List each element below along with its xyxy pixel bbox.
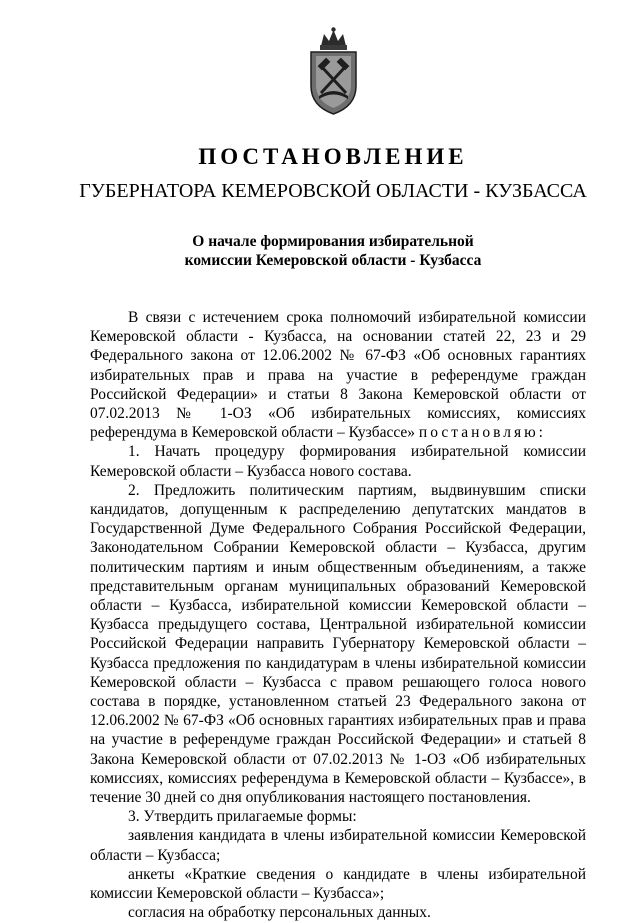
item-3-paragraph: 3. Утвердить прилагаемые формы: — [128, 808, 357, 826]
document-title — [0, 232, 640, 270]
form-2-paragraph: анкеты «Краткие сведения о кандидате в члены избирательной комиссии Кемеровской области – Кузбасса»; — [90, 865, 586, 903]
coat-of-arms-icon — [307, 26, 360, 116]
preamble-paragraph — [90, 308, 586, 442]
document-body — [90, 308, 586, 923]
form-1-paragraph: заявления кандидата в члены избирательной комиссии Кемеровской области – Кузбасса; — [90, 827, 586, 864]
issuer-heading: ГУБЕРНАТОРА КЕМЕРОВСКОЙ ОБЛАСТИ - КУЗБАССА — [79, 180, 587, 202]
item-1-paragraph: 1. Начать процедуру формирования избирательной комиссии Кемеровской области – Кузбасса нового состава. — [90, 443, 586, 480]
document-title-line-1: О начале формирования избирательной — [192, 233, 474, 250]
document-title-line-2: комиссии Кемеровской области - Кузбасса — [184, 252, 482, 269]
item-2-paragraph: 2. Предложить политическим партиям, выдвинувшим списки кандидатов, допущенным к распределению депутатских мандатов в Государственной Думе Федерального Собрания Российской Федерации, Законодательном Собрании Кемеровской области – Кузбасса, другим политическим партиям и иным общественным объединениям, а также представительным органам муниципальных образований Кемеровской области – Кузбасса, избирательной комиссии Кемеровской области – Кузбасса предыдущего состава, Центральной избирательной комиссии Российской Федерации направить Губернатору Кемеровской области – Кузбасса предложения по кандидатурам в члены избирательной комиссии Кемеровской области – Кузбасса с правом решающего голоса нового состава в порядке, установленном статьей 23 Федерального закона от 12.06.2002 № 67-ФЗ «Об основных гарантиях избирательных прав и права на участие в референдуме граждан Российской Федерации» и статьей 8 Закона Кемеровской области от 07.02.2013 № 1-ОЗ «Об избирательных комиссиях, комиссиях референдума в Кемеровской области – Кузбассе», в течение 30 дней со дня опубликования настоящего постановления. — [90, 481, 586, 807]
preamble-text: В связи с истечением срока полномочий избирательной комиссии Кемеровской области - Кузбасса, на основании статей 22, 23 и 29 Федерального закона от 12.06.2002 № 67-ФЗ «Об основных гарантиях избирательных прав и права на участие в референдуме граждан Российской Федерации» и статьи 8 Закона Кемеровской области от 07.02.2013 № 1-ОЗ «Об избирательных комиссиях, комиссиях референдума в Кемеровской области – Кузбассе» — [90, 309, 586, 442]
form-3-paragraph: согласия на обработку персональных данных. — [128, 904, 431, 922]
document-type-heading: ПОСТАНОВЛЕНИЕ — [198, 144, 468, 169]
decree-word: постановляю: — [418, 424, 546, 442]
